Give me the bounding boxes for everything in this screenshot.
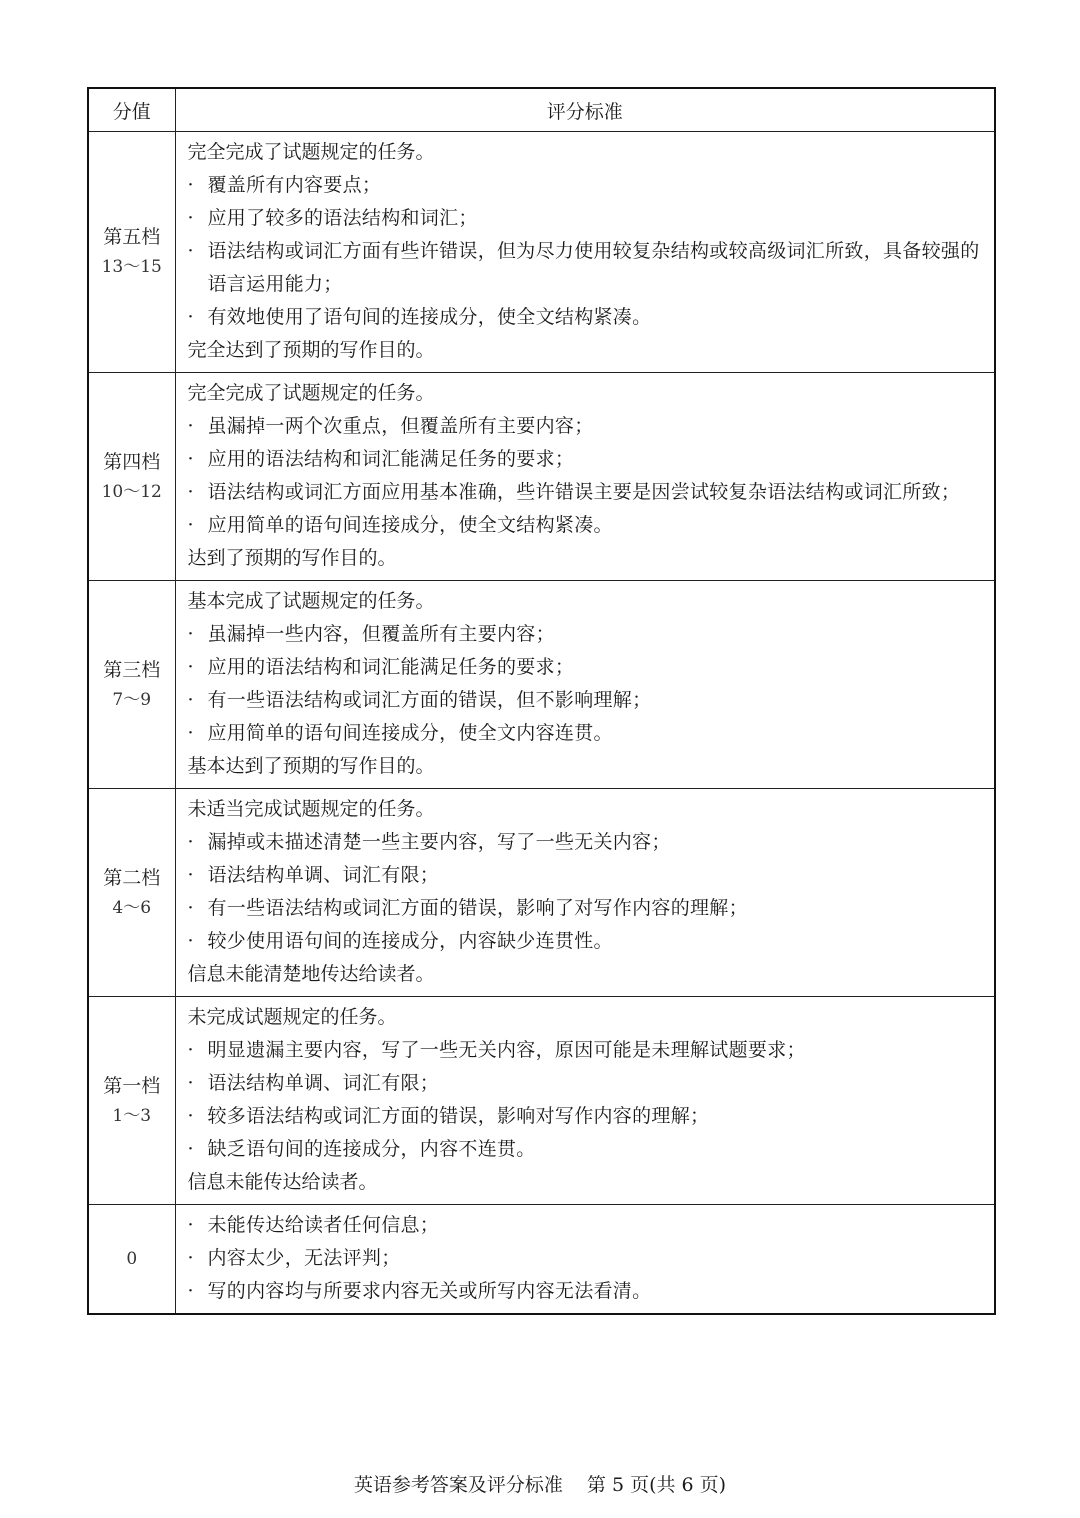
bullet-marker: ·: [187, 897, 194, 919]
band-name: 第三档: [103, 658, 161, 681]
criteria-intro: 未适当完成试题规定的任务。: [187, 798, 435, 820]
criteria-bullet: [188, 925, 987, 958]
band-score-range: 1～3: [112, 1105, 152, 1126]
bullet-text: 较多语法结构或词汇方面的错误，影响对写作内容的理解；: [207, 1105, 710, 1127]
bullet-text: 有效地使用了语句间的连接成分，使全文结构紧凑。: [207, 306, 652, 328]
bullet-text: 漏掉或未描述清楚一些主要内容，写了一些无关内容；: [207, 831, 671, 853]
bullet-marker: ·: [187, 623, 194, 645]
bullet-text: 内容太少，无法评判；: [207, 1247, 401, 1269]
bullet-marker: ·: [187, 448, 194, 470]
band-name: 第二档: [103, 866, 161, 889]
table-row: [88, 789, 995, 997]
criteria-conclusion: 达到了预期的写作目的。: [187, 547, 397, 569]
header-criteria: 评分标准: [175, 88, 995, 132]
bullet-text: 语法结构或词汇方面有些许错误，但为尽力使用较复杂结构或较高级词汇所致，具备较强的语言运用能力；: [207, 240, 980, 295]
criteria-bullet: [188, 892, 987, 925]
page-footer: [0, 1470, 1080, 1497]
score-band-cell: [88, 581, 175, 789]
bullet-marker: ·: [187, 656, 194, 678]
bullet-text: 有一些语法结构或词汇方面的错误，影响了对写作内容的理解；: [207, 897, 748, 919]
score-band-cell: [88, 1205, 175, 1315]
header-score: 分值: [88, 88, 175, 132]
bullet-text: 语法结构单调、词汇有限；: [207, 864, 440, 886]
table-row: [88, 997, 995, 1205]
criteria-bullet: [188, 1034, 987, 1067]
bullet-marker: ·: [187, 722, 194, 744]
criteria-bullet: [188, 1133, 987, 1166]
table-row: [88, 373, 995, 581]
criteria-bullet: [188, 410, 987, 443]
criteria-bullet: [188, 169, 987, 202]
criteria-bullet: [188, 235, 987, 301]
criteria-intro: 基本完成了试题规定的任务。: [187, 590, 435, 612]
bullet-text: 虽漏掉一些内容，但覆盖所有主要内容；: [207, 623, 555, 645]
criteria-cell: [175, 789, 995, 997]
bullet-text: 较少使用语句间的连接成分，内容缺少连贯性。: [207, 930, 613, 952]
bullet-marker: ·: [187, 240, 194, 262]
bullet-text: 明显遗漏主要内容，写了一些无关内容，原因可能是未理解试题要求；: [207, 1039, 806, 1061]
score-band-cell: [88, 997, 175, 1205]
bullet-text: 应用了较多的语法结构和词汇；: [207, 207, 478, 229]
bullet-text: 应用的语法结构和词汇能满足任务的要求；: [207, 448, 575, 470]
bullet-marker: ·: [187, 1105, 194, 1127]
band-name: 第五档: [103, 226, 161, 248]
criteria-bullet: [188, 1209, 987, 1242]
criteria-bullet: [188, 1242, 987, 1275]
bullet-marker: ·: [187, 1247, 194, 1269]
criteria-bullet: [188, 717, 987, 750]
criteria-conclusion: 信息未能清楚地传达给读者。: [187, 963, 435, 985]
criteria-conclusion: 基本达到了预期的写作目的。: [187, 755, 435, 777]
criteria-cell: [175, 373, 995, 581]
bullet-marker: ·: [187, 831, 194, 853]
criteria-bullet: [188, 826, 987, 859]
band-score-range: 13～15: [101, 257, 162, 277]
criteria-cell: [175, 1205, 995, 1315]
table-row: [88, 1205, 995, 1315]
bullet-text: 覆盖所有内容要点；: [207, 174, 382, 196]
bullet-marker: ·: [187, 514, 194, 536]
criteria-bullet: [188, 1275, 987, 1308]
bullet-text: 应用简单的语句间连接成分，使全文结构紧凑。: [207, 514, 613, 536]
bullet-marker: ·: [187, 481, 194, 503]
table-row: [88, 132, 995, 373]
band-score-range: 7～9: [112, 689, 152, 710]
bullet-marker: ·: [187, 1039, 194, 1061]
bullet-marker: ·: [187, 1138, 194, 1160]
bullet-marker: ·: [187, 207, 194, 229]
band-score-range: 4～6: [112, 897, 152, 918]
criteria-bullet: [188, 651, 987, 684]
criteria-bullet: [188, 1067, 987, 1100]
criteria-bullet: [188, 443, 987, 476]
band-name: 第一档: [103, 1074, 161, 1097]
score-band-cell: [88, 789, 175, 997]
bullet-marker: ·: [187, 689, 194, 711]
score-band-cell: [88, 373, 175, 581]
bullet-marker: ·: [187, 415, 194, 437]
bullet-marker: ·: [187, 1072, 194, 1094]
bullet-marker: ·: [187, 930, 194, 952]
bullet-text: 应用简单的语句间连接成分，使全文内容连贯。: [207, 722, 613, 744]
bullet-text: 语法结构单调、词汇有限；: [207, 1072, 440, 1094]
bullet-marker: ·: [187, 174, 194, 196]
criteria-conclusion: 完全达到了预期的写作目的。: [187, 339, 435, 361]
bullet-marker: ·: [187, 864, 194, 886]
bullet-text: 有一些语法结构或词汇方面的错误，但不影响理解；: [207, 689, 652, 711]
bullet-text: 语法结构或词汇方面应用基本准确，些许错误主要是因尝试较复杂语法结构或词汇所致；: [207, 481, 961, 503]
criteria-bullet: [188, 859, 987, 892]
footer-title: 英语参考答案及评分标准: [353, 1474, 563, 1496]
bullet-marker: ·: [187, 1214, 194, 1236]
criteria-bullet: [188, 684, 987, 717]
band-name: 第四档: [103, 450, 161, 473]
bullet-text: 未能传达给读者任何信息；: [207, 1214, 440, 1236]
criteria-cell: [175, 997, 995, 1205]
criteria-cell: [175, 132, 995, 373]
footer-page-number: 第 5 页(共 6 页): [586, 1474, 727, 1496]
criteria-bullet: [188, 476, 987, 509]
criteria-intro: 完全完成了试题规定的任务。: [187, 141, 435, 163]
table-row: [88, 581, 995, 789]
criteria-intro: 未完成试题规定的任务。: [187, 1006, 397, 1028]
criteria-bullet: [188, 202, 987, 235]
scoring-rubric-table: [87, 87, 996, 1315]
criteria-bullet: [188, 1100, 987, 1133]
bullet-text: 虽漏掉一两个次重点，但覆盖所有主要内容；: [207, 415, 594, 437]
band-score-range: 0: [126, 1249, 138, 1269]
criteria-bullet: [188, 301, 987, 334]
bullet-text: 应用的语法结构和词汇能满足任务的要求；: [207, 656, 575, 678]
bullet-marker: ·: [187, 306, 194, 328]
criteria-conclusion: 信息未能传达给读者。: [187, 1171, 378, 1193]
bullet-marker: ·: [187, 1280, 194, 1302]
score-band-cell: [88, 132, 175, 373]
rubric-body: [88, 132, 995, 1315]
criteria-intro: 完全完成了试题规定的任务。: [187, 382, 435, 404]
bullet-text: 缺乏语句间的连接成分，内容不连贯。: [207, 1138, 536, 1160]
table-header-row: [88, 88, 995, 132]
criteria-bullet: [188, 618, 987, 651]
band-score-range: 10～12: [101, 481, 162, 502]
criteria-bullet: [188, 509, 987, 542]
bullet-text: 写的内容均与所要求内容无关或所写内容无法看清。: [207, 1280, 652, 1302]
criteria-cell: [175, 581, 995, 789]
